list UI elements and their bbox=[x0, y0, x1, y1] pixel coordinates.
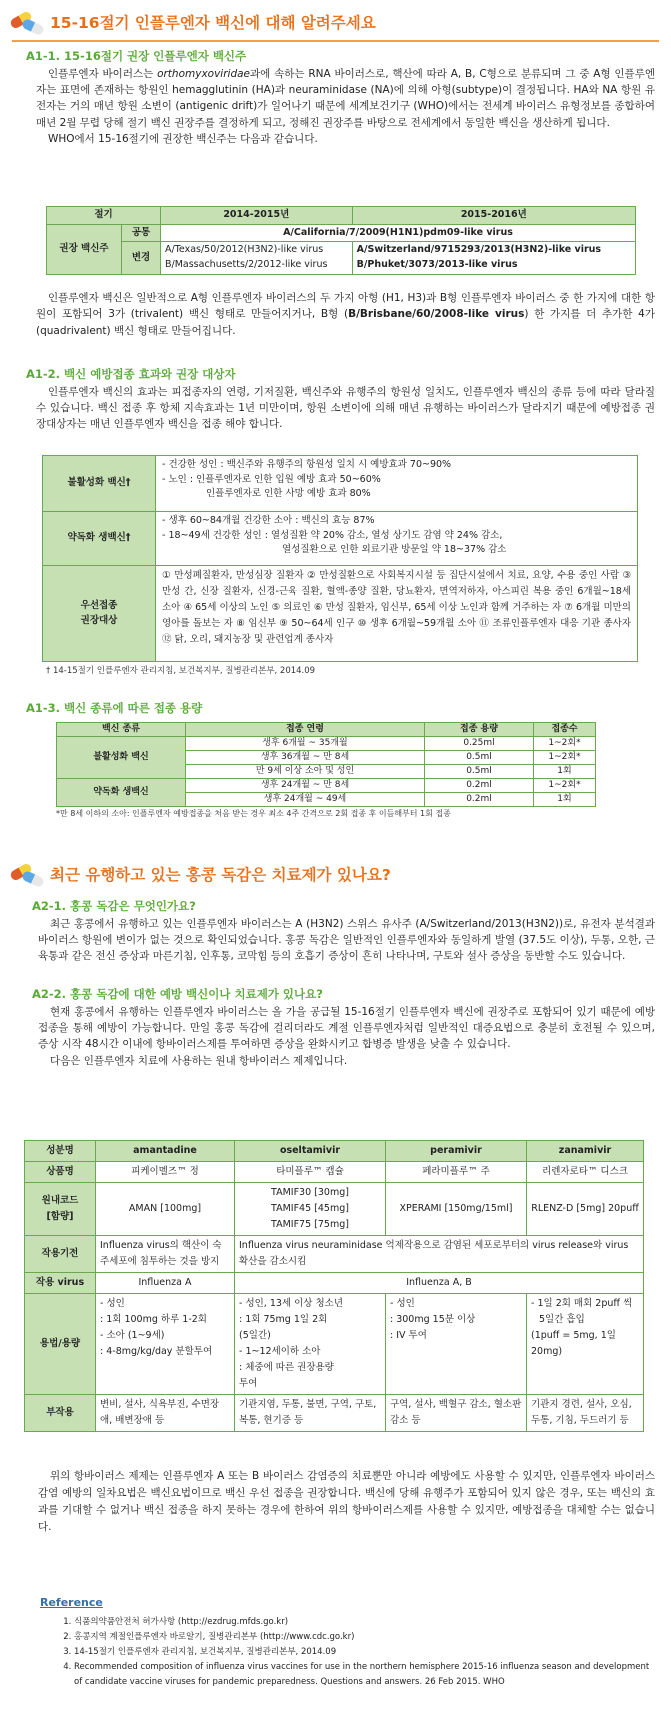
th-count: 접종수 bbox=[534, 723, 596, 737]
heading-a1-1: A1-1. 15-16절기 권장 인플루엔자 백신주 bbox=[26, 49, 247, 63]
a1-1-paragraph-2: WHO에서 15-16절기에 권장한 백신주는 다음과 같습니다. bbox=[48, 132, 318, 145]
th-type: 백신 종류 bbox=[57, 723, 186, 737]
heading-a2-1: A2-1. 홍콩 독감은 무엇인가요? bbox=[32, 899, 196, 913]
table-row: 생후 36개월 ~ 만 8세 0.5ml 1~2회* bbox=[57, 751, 596, 765]
table-row: 만 9세 이상 소아 및 성인 0.5ml 1회 bbox=[57, 765, 596, 779]
table2-footnote: † 14-15절기 인플루엔자 관리지침, 보건복지부, 질병관리본부, 2014.09 bbox=[46, 666, 316, 676]
table-antiviral bbox=[0, 1140, 671, 1432]
th-code: 원내코드 [함량] bbox=[25, 1183, 96, 1236]
section-title-row bbox=[0, 6, 671, 40]
section-title-row-2 bbox=[0, 858, 671, 892]
list-item: 2. 홍콩지역 계절인플루엔자 바로알기, 질병관리본부 (http://www.cdc.go.kr) bbox=[74, 1630, 651, 1645]
a2-2-paragraph-2: 다음은 인플루엔자 치료에 사용하는 원내 항바이러스 제제입니다. bbox=[50, 1054, 348, 1067]
th-mechanism: 작용기전 bbox=[25, 1236, 96, 1273]
table-row: 불활성화 백신 생후 6개월 ~ 35개월 0.25ml 1~2회* bbox=[57, 737, 596, 751]
th-product: 상품명 bbox=[25, 1162, 96, 1183]
th-ingredient: 성분명 bbox=[25, 1141, 96, 1162]
a2-2-paragraph: 현재 홍콩에서 유행하는 인플루엔자 바이러스는 올 가을 공급될 15-16절기 인플루엔자 백신에 권장주로 포함되어 있기 때문에 예방접종을 통해 예방이 가능합니다. 만일 홍콩 독감에 걸리더라도 계절 인플루엔자처럼 일반적인 대증요법으로 충분히 호전될 수 있으며, 증상 시작 48시간 이내에 항바이러스제를 투여하면 증상을 완화시키고 합병증 발생을 낮출 수 있습니다. bbox=[38, 1005, 655, 1051]
a1-3-block bbox=[0, 700, 671, 718]
label-inactive-vaccine: 불활성화 백신† bbox=[43, 456, 156, 512]
table-row: 생후 24개월 ~ 49세 0.2ml 1회 bbox=[57, 793, 596, 807]
capsule-icon bbox=[10, 12, 44, 34]
dosage-oseltamivir: - 성인, 13세 이상 청소년 : 1회 75mg 1일 2회 (5일간) - 1~12세이하 소아 : 체중에 따른 권장용량 투여 bbox=[235, 1294, 386, 1395]
title-divider bbox=[12, 40, 659, 42]
th-age: 접종 연령 bbox=[186, 723, 425, 737]
reference-block bbox=[0, 1594, 671, 1690]
table-vaccine-effect bbox=[0, 455, 671, 678]
table3-footnote: *만 8세 이하의 소아: 인플루엔자 예방접종을 처음 받는 경우 최소 4주 간격으로 2회 접종 후 이듬해부터 1회 접종 bbox=[56, 809, 451, 818]
section-vaccine bbox=[0, 6, 671, 42]
new-strains: A/Switzerland/9715293/2013(H3N2)-like virus B/Phuket/3073/2013-like virus bbox=[352, 242, 635, 274]
antiviral-table: 성분명 amantadine oseltamivir peramivir zanamivir 상품명 피케이멜즈™ 정 타미플루™ 캡슐 페라미플루™ 주 리렌자로타™ 디스크 원내코드 [함량] AMAN [100mg] TAMIF30 [30mg] TAMIF45 [45mg] TAMIF75 [75mg] XPERAMI [150mg/15ml] RLENZ-D [5mg] 20puff 작용기전 Influenza virus의 핵산이 숙주세포에 침투하는 것을 방지 Influenza virus neuraminidase 억제작용으로 감염된 세포로부터의 virus release와 virus 확산을 감소시킴 작용 virus Influenza A Influenza A, B 용법/용량 - 성인 : 1회 100mg 하루 1-2회 - 소아 (1~9세) : 4-8mg/kg/day 분할투여 - 성인, 13세 이상 청소년 : 1회 75mg 1일 2회 (5일간) - 1~12세이하 소아 : 체중에 따른 권장용량 투여 - 성인 : 300mg 15분 이상 : IV 투여 - 1일 2회 매회 2puff 씩 5일간 흡입 (1puff = 5mg, 1일 20mg) 부작용 변비, 설사, 식욕부진, 수면장애, 배변장애 등 기관지염, 두통, 불면, 구역, 구토, 복통, 현기증 등 구역, 설사, 백혈구 감소, 혈소판 감소 등 기관지 경련, 설사, 오심, 두통, 기침, 두드러기 등 bbox=[24, 1140, 644, 1432]
a2-1-paragraph: 최근 홍콩에서 유행하고 있는 인플루엔자 바이러스는 A (H3N2) 스위스 유사주 (A/Switzerland/2013(H3N2))로, 유전자 분석결과 바이러스 항원에 변이가 없는 것으로 확인되었습니다. 홍콩 독감은 일반적인 인플루엔자와 동일하게 발열 (37.5도 이상), 두통, 오한, 근육통과 같은 전신 증상과 마른기침, 인후통, 코막힘 등의 호흡기 증상이 흔히 나타나며, 구토와 설사 증상을 동반할 수도 있습니다. bbox=[38, 917, 655, 963]
th-2015: 2015-2016년 bbox=[352, 207, 635, 225]
section-hongkong-flu bbox=[0, 858, 671, 892]
dosage-peramivir: - 성인 : 300mg 15분 이상 : IV 투여 bbox=[386, 1294, 527, 1395]
list-item: 4. Recommended composition of influenza virus vaccines for use in the northern hemisphere 2015-16 influenza season and development of candidate vaccine viruses for pandemic preparedness. Questions and answers. 26 Feb 2015. WHO bbox=[74, 1660, 651, 1690]
reference-title: Reference bbox=[40, 1596, 103, 1609]
live-effect: - 생후 60~84개월 건강한 소아 : 백신의 효능 87% - 18~49세 건강한 성인 : 열성질환 약 20% 감소, 열성 상기도 감염 약 24% 감소, 열성질환으로 인한 외료기관 방문일 약 18~37% 감소 bbox=[156, 512, 638, 566]
dosage-zanamivir: - 1일 2회 매회 2puff 씩 5일간 흡입 (1puff = 5mg, 1일 20mg) bbox=[527, 1294, 644, 1395]
a1-2-block bbox=[0, 366, 671, 433]
heading-a1-3: A1-3. 백신 종류에 따른 접종 용량 bbox=[26, 701, 203, 715]
a1-1-paragraph-3: 인플루엔자 백신은 일반적으로 A형 인플루엔자 바이러스의 두 가지 아형 (H1, H3)과 B형 인플루엔자 바이러스 중 한 가지에 대한 항원이 포함되어 3가 (trivalent) 백신 형태로 만들어지거나, B형 (B/Brisbane/60/2008-like virus) 한 가지를 더 추가한 4가 (quadrivalent) 백신 형태로 만들어집니다. bbox=[36, 292, 656, 337]
a1-1-paragraph: 인플루엔자 바이러스는 orthomyxoviridae과에 속하는 RNA 바이러스로, 핵산에 따라 A, B, C형으로 분류되며 그 중 A형 인플루엔자는 표면에 존재하는 항원인 hemagglutinin (HA)과 neuraminidase (NA)에 의해 아형(subtype)이 결정됩니다. HA와 NA 항원 유전자는 거의 매년 항원 소변이 (antigenic drift)가 일어나기 때문에 세계보건기구 (WHO)에서는 전세계 바이러스 유형정보를 종합하여 매년 2월 무렵 당해 절기 백신 권장주를 결정하게 되고, 정해진 권장주를 바탕으로 전세계에서 동일한 백신을 생산하게 됩니다. bbox=[36, 67, 655, 129]
label-live: 약독화 생백신 bbox=[57, 779, 186, 807]
label-inactive: 불활성화 백신 bbox=[57, 737, 186, 779]
table-row: 약독화 생백신 생후 24개월 ~ 만 8세 0.2ml 1~2회* bbox=[57, 779, 596, 793]
label-live-vaccine: 약독화 생백신† bbox=[43, 512, 156, 566]
label-common: 공통 bbox=[122, 224, 161, 242]
th-side-effect: 부작용 bbox=[25, 1395, 96, 1432]
a2-1-block bbox=[0, 898, 671, 965]
a2-2-paragraph-3: 위의 항바이러스 제제는 인플루엔자 A 또는 B 바이러스 감염증의 치료뿐만 아니라 예방에도 사용할 수 있지만, 인플루엔자 바이러스 감염 예방의 일차요법은 백신요법이므로 백신 우선 접종을 권장합니다. 백신에 당해 유행주가 포함되어 있지 않은 경우, 또는 백신의 효과를 기대할 수 없거나 백신 접종을 하지 못하는 경우에 한하여 위의 항바이러스제를 사용할 수 있지만, 예방접종을 대체할 수는 없습니다. bbox=[38, 1470, 655, 1533]
a1-2-paragraph: 인플루엔자 백신의 효과는 피접종자의 연령, 기저질환, 백신주와 유행주의 항원성 일치도, 인플루엔자 백신의 종류 등에 따라 달라질 수 있습니다. 백신 접종 후 항체 지속효과는 1년 미만이며, 항원 소변이에 의해 매년 유행하는 바이러스가 달라지기 때문에 예방접종 권장대상자는 매년 인플루엔자 백신을 접종 해야 합니다. bbox=[36, 385, 655, 431]
th-dose: 접종 용량 bbox=[425, 723, 534, 737]
list-item: 3. 14-15절기 인플루엔자 관리지침, 보건복지부, 질병관리본부, 2014.09 bbox=[74, 1645, 651, 1660]
dosage-amantadine: - 성인 : 1회 100mg 하루 1-2회 - 소아 (1~9세) : 4-8mg/kg/day 분할투여 bbox=[96, 1294, 235, 1395]
capsule-icon bbox=[10, 864, 44, 886]
a1-1-block bbox=[0, 48, 671, 147]
heading-a1-2: A1-2. 백신 예방접종 효과와 권장 대상자 bbox=[26, 367, 236, 381]
effect-table bbox=[42, 455, 638, 662]
a2-2-paragraph-3-block bbox=[0, 1468, 671, 1536]
th-dosage: 용법/용량 bbox=[25, 1294, 96, 1395]
section-title: 15-16절기 인플루엔자 백신에 대해 알려주세요 bbox=[50, 13, 376, 32]
dose-table bbox=[56, 722, 596, 807]
table-dose bbox=[0, 722, 671, 820]
list-item: 1. 식품의약품안전처 허가사항 (http://ezdrug.mfds.go.kr) bbox=[74, 1615, 651, 1630]
row-label-strain: 권장 백신주 bbox=[47, 224, 122, 274]
table-vaccine-strains bbox=[0, 206, 671, 275]
priority-groups: ① 만성폐질환자, 만성심장 질환자 ② 만성질환으로 사회복지시설 등 집단시설에서 치료, 요양, 수용 중인 사람 ③ 만성 간, 신장 질환자, 신경-근육 질환, 혈액-종양 질환, 당뇨환자, 면역저하자, 아스피린 복용 중인 6개월~18세 소아 ④ 65세 이상의 노인 ⑤ 의료인 ⑥ 만성 질환자, 임신부, 65세 이상 노인과 함께 거주하는 자 ⑦ 6개월 미만의 영아를 돌보는 자 ⑧ 임신부 ⑨ 50~64세 인구 ⑩ 생후 6개월~59개월 소아 ⑪ 조류인플루엔자 대응 기관 종사자 ⑫ 닭, 오리, 돼지농장 및 관련업계 종사자 bbox=[156, 566, 638, 662]
oseltamivir-codes: TAMIF30 [30mg] TAMIF45 [45mg] TAMIF75 [75mg] bbox=[235, 1183, 386, 1236]
a2-2-block bbox=[0, 986, 671, 1069]
a1-1-paragraph-3-block bbox=[0, 290, 671, 339]
heading-a2-2: A2-2. 홍콩 독감에 대한 예방 백신이나 치료제가 있나요? bbox=[32, 987, 323, 1001]
label-priority: 우선접종 권장대상 bbox=[43, 566, 156, 662]
strain-table bbox=[46, 206, 636, 275]
inactive-effect: - 건강한 성인 : 백신주와 유행주의 항원성 일치 시 예방효과 70~90% - 노인 : 인플루엔자로 인한 입원 예방 효과 50~60% 인플루엔자로 인한 사망 예방 효과 80% bbox=[156, 456, 638, 512]
th-virus: 작용 virus bbox=[25, 1273, 96, 1294]
th-season: 절기 bbox=[47, 207, 161, 225]
old-strains: A/Texas/50/2012(H3N2)-like virus B/Massachusetts/2/2012-like virus bbox=[161, 242, 353, 274]
reference-list bbox=[40, 1615, 651, 1690]
th-2014: 2014-2015년 bbox=[161, 207, 353, 225]
common-strain: A/California/7/2009(H1N1)pdm09-like virus bbox=[161, 224, 636, 242]
section-title-2: 최근 유행하고 있는 홍콩 독감은 치료제가 있나요? bbox=[50, 865, 391, 884]
label-change: 변경 bbox=[122, 242, 161, 274]
